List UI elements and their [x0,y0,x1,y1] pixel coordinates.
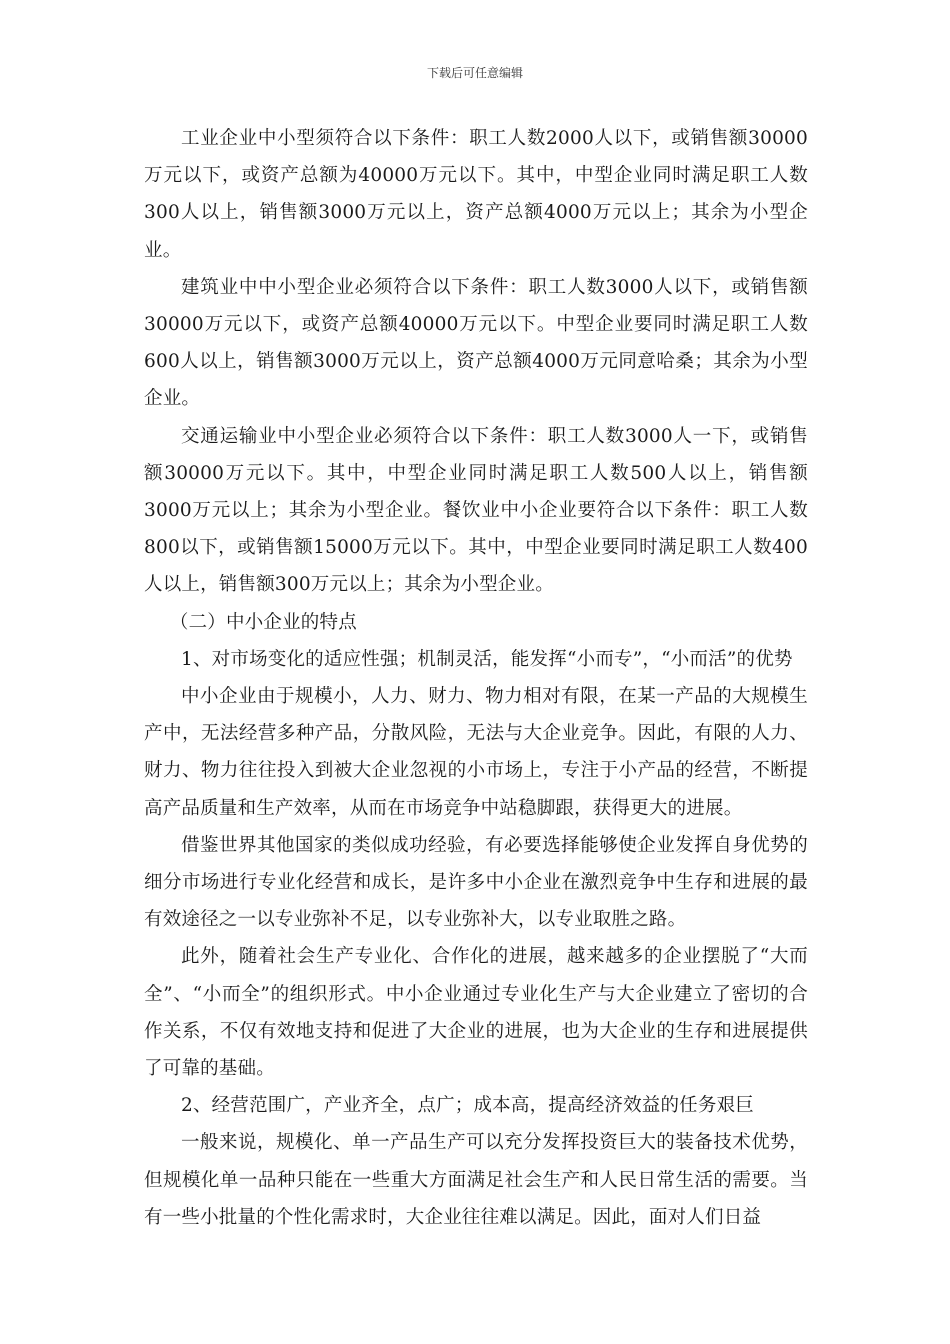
paragraph-transport-catering-criteria: 交通运输业中小型企业必须符合以下条件：职工人数3000人一下，或销售额30000万元以下。其中，中型企业同时满足职工人数500人以上，销售额3000万元以上；其余为小型企业。餐饮业中小企业要符合以下条件：职工人数800以下，或销售额15000万元以下。其中，中型企业要同时满足职工人数400人以上，销售额300万元以上；其余为小型企业。 [144,425,808,596]
paragraph-specialization: 借鉴世界其他国家的类似成功经验，有必要选择能够使企业发挥自身优势的细分市场进行专业化经营和成长，是许多中小企业在激烈竞争中生存和进展的最有效途径之一以专业弥补不足，以专业弥补大，以专业取胜之路。 [144,834,808,931]
document-body [144,120,808,1236]
paragraph-small-scale: 中小企业由于规模小，人力、财力、物力相对有限，在某一产品的大规模生产中，无法经营多种产品，分散风险，无法与大企业竞争。因此，有限的人力、财力、物力往往投入到被大企业忽视的小市场上，专注于小产品的经营，不断提高产品质量和生产效率，从而在市场竞争中站稳脚跟，获得更大的进展。 [144,686,808,819]
page-header: 下载后可任意编辑 [426,66,523,80]
section-heading-characteristics: （二）中小企业的特点 [169,611,357,633]
paragraph-construction-criteria: 建筑业中中小型企业必须符合以下条件：职工人数3000人以下，或销售额30000万元以下，或资产总额40000万元以下。中型企业要同时满足职工人数600人以上，销售额3000万元以上，资产总额4000万元同意哈桑；其余为小型企业。 [144,276,808,410]
paragraph-scale-production: 一般来说，规模化、单一产品生产可以充分发挥投资巨大的装备技术优势，但规模化单一品种只能在一些重大方面满足社会生产和人民日常生活的需要。当有一些小批量的个性化需求时，大企业往往难以满足。因此，面对人们日益 [144,1132,808,1228]
subheading-adaptability: 1、对市场变化的适应性强；机制灵活，能发挥“小而专”，“小而活”的优势 [181,648,793,670]
paragraph-industrial-criteria: 工业企业中小型须符合以下条件：职工人数2000人以下，或销售额30000万元以下，或资产总额为40000万元以下。其中，中型企业同时满足职工人数300人以上，销售额3000万元以上，资产总额4000万元以上；其余为小型企业。 [144,128,808,261]
paragraph-cooperation: 此外，随着社会生产专业化、合作化的进展，越来越多的企业摆脱了“大而全”、“小而全”的组织形式。中小企业通过专业化生产与大企业建立了密切的合作关系，不仅有效地支持和促进了大企业的进展，也为大企业的生存和进展提供了可靠的基础。 [144,946,808,1080]
subheading-wide-scope: 2、经营范围广，产业齐全，点广；成本高，提高经济效益的任务艰巨 [181,1095,754,1117]
